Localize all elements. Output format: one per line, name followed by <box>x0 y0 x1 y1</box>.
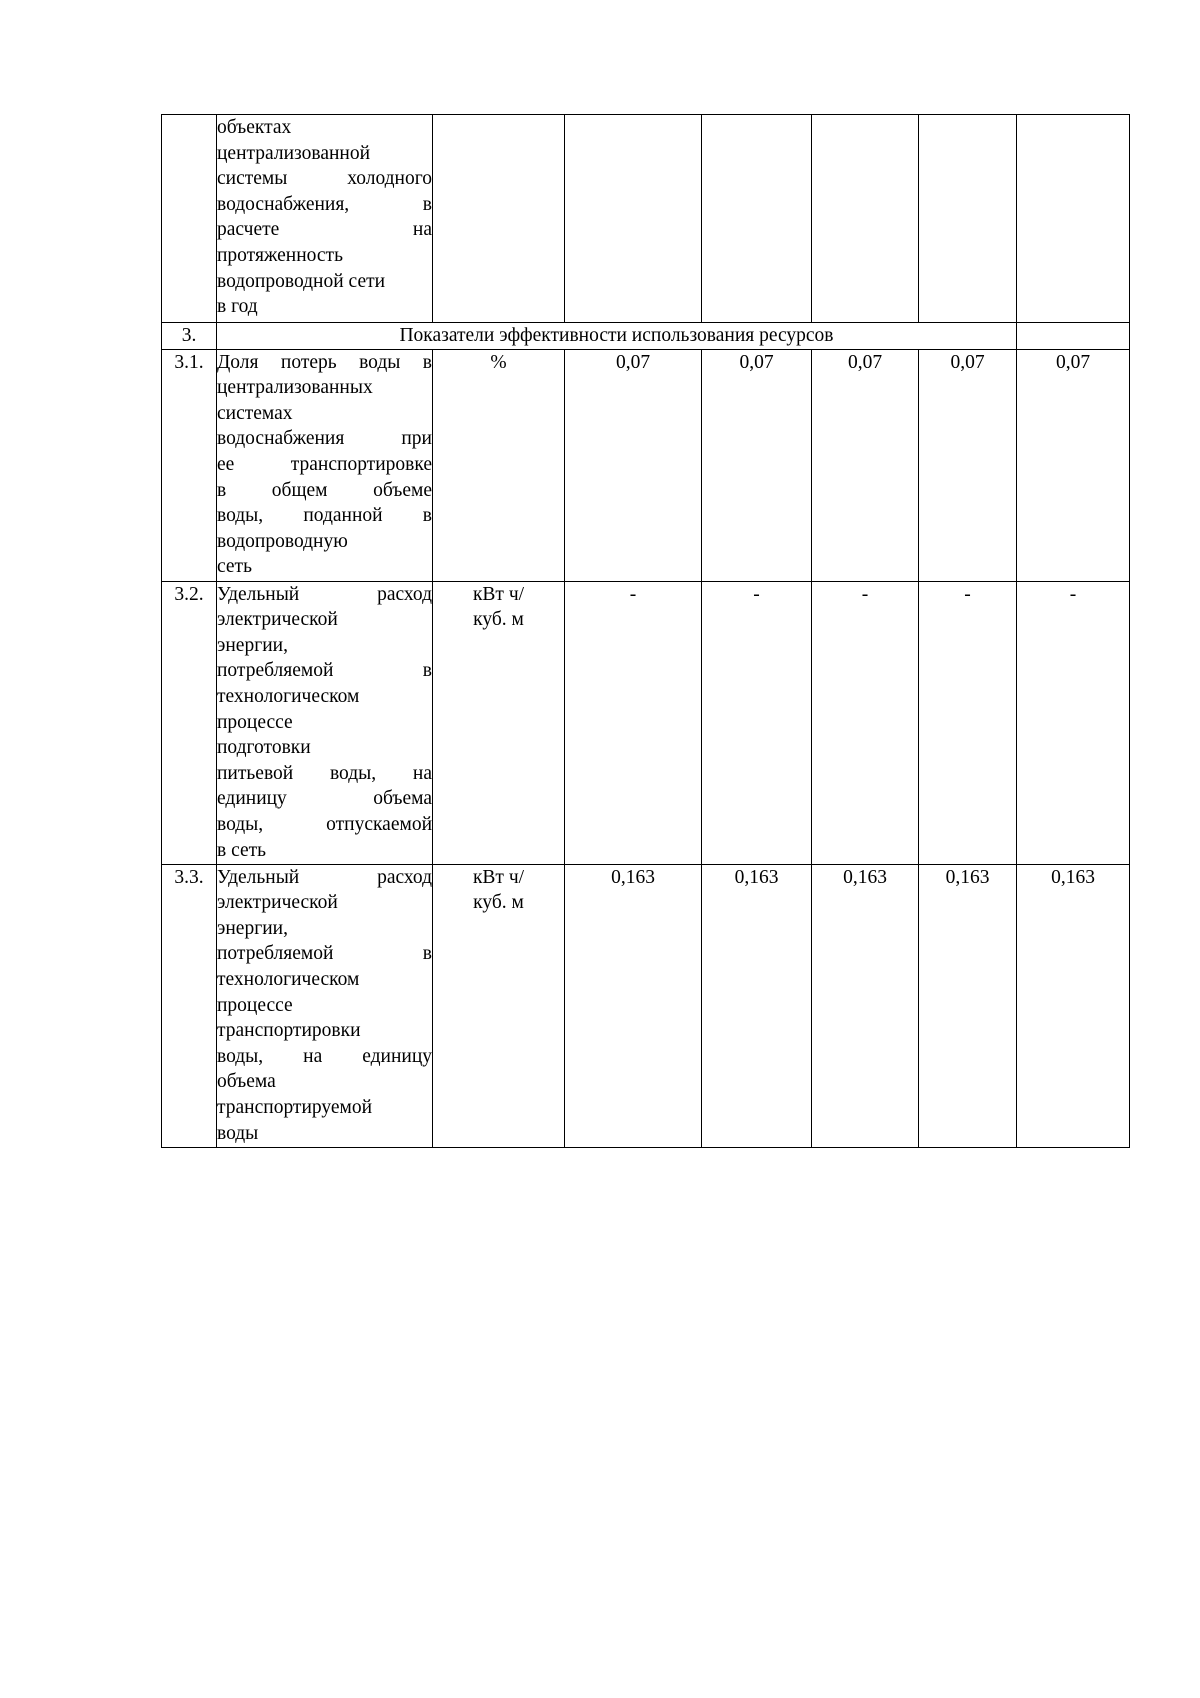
unit-cell <box>433 581 565 864</box>
value-cell <box>812 115 919 323</box>
name-line: Удельный расход <box>217 866 432 888</box>
name-line: Доля потерь воды в <box>217 351 432 373</box>
name-line: Удельный расход <box>217 583 432 605</box>
value-cell <box>1017 115 1130 323</box>
value-cell: - <box>812 581 919 864</box>
section-row <box>162 323 1130 350</box>
unit-line: кВт ч/ <box>472 866 525 888</box>
name-line: воды, отпускаемой <box>217 813 432 835</box>
value-cell: 0,07 <box>565 349 702 581</box>
indicator-name <box>217 864 433 1147</box>
value-cell: - <box>919 581 1017 864</box>
row-number: 3.1. <box>162 349 217 581</box>
name-line: подготовки <box>217 737 311 759</box>
name-line: объектах <box>217 117 292 138</box>
name-line: единицу объема <box>217 788 432 810</box>
name-line: в сеть <box>217 839 267 861</box>
unit-line: % <box>490 351 507 373</box>
name-line: централизованных <box>217 377 373 399</box>
name-line: сеть <box>217 556 252 578</box>
name-line: в общем объеме <box>217 479 432 501</box>
name-line: потребляемой в <box>217 660 432 682</box>
name-line: электрической <box>217 892 338 914</box>
name-line: водопроводную <box>217 530 348 552</box>
name-line: в год <box>217 296 258 318</box>
name-line: системы холодного <box>217 168 432 190</box>
value-cell: - <box>702 581 812 864</box>
unit-cell <box>433 115 565 323</box>
unit-cell <box>433 864 565 1147</box>
name-line: энергии, <box>217 917 288 939</box>
indicator-name <box>217 581 433 864</box>
unit-cell <box>433 349 565 581</box>
value-cell: - <box>1017 581 1130 864</box>
name-line: водопроводной сети <box>217 270 386 292</box>
indicator-name <box>217 349 433 581</box>
value-cell: 0,163 <box>919 864 1017 1147</box>
value-cell: 0,163 <box>812 864 919 1147</box>
unit-line: куб. м <box>473 609 524 631</box>
section-title: Показатели эффективности использования ресурсов <box>217 323 1017 350</box>
value-cell: 0,163 <box>1017 864 1130 1147</box>
section-empty-cell <box>1017 323 1130 350</box>
table-row-3-3 <box>162 864 1130 1147</box>
value-cell: 0,07 <box>812 349 919 581</box>
table-row-3-1 <box>162 349 1130 581</box>
name-line: транспортируемой <box>217 1096 373 1118</box>
name-line: электрической <box>217 609 338 631</box>
name-line: питьевой воды, на <box>217 762 432 784</box>
name-line: расчете на <box>217 219 432 241</box>
name-line: водоснабжения, в <box>217 193 432 215</box>
name-line: процессе <box>217 711 293 733</box>
table-row-continuation <box>162 115 1130 323</box>
row-number: 3.3. <box>162 864 217 1147</box>
indicators-table <box>161 114 1130 1148</box>
name-line: энергии, <box>217 634 288 656</box>
value-cell <box>919 115 1017 323</box>
name-line: протяженность <box>217 244 343 266</box>
value-cell: 0,07 <box>702 349 812 581</box>
name-line: процессе <box>217 994 293 1016</box>
value-cell <box>565 115 702 323</box>
value-cell: 0,07 <box>1017 349 1130 581</box>
unit-line: кВт ч/ <box>472 583 525 605</box>
indicator-name <box>217 115 433 323</box>
name-line: воды, на единицу <box>217 1045 432 1067</box>
table-row-3-2 <box>162 581 1130 864</box>
unit-line: куб. м <box>473 892 524 914</box>
name-line: воды, поданной в <box>217 505 432 527</box>
value-cell: - <box>565 581 702 864</box>
value-cell: 0,163 <box>702 864 812 1147</box>
name-line: потребляемой в <box>217 943 432 965</box>
value-cell <box>702 115 812 323</box>
name-line: транспортировки <box>217 1020 361 1042</box>
section-number: 3. <box>162 323 217 350</box>
name-line: объема <box>217 1071 276 1093</box>
name-line: ее транспортировке <box>217 453 432 475</box>
row-number <box>162 115 217 323</box>
value-cell: 0,163 <box>565 864 702 1147</box>
row-number: 3.2. <box>162 581 217 864</box>
name-line: централизованной <box>217 142 371 164</box>
value-cell: 0,07 <box>919 349 1017 581</box>
name-line: воды <box>217 1122 259 1144</box>
name-line: технологическом <box>217 968 360 990</box>
name-line: водоснабжения при <box>217 428 432 450</box>
name-line: технологическом <box>217 685 360 707</box>
name-line: системах <box>217 402 293 424</box>
